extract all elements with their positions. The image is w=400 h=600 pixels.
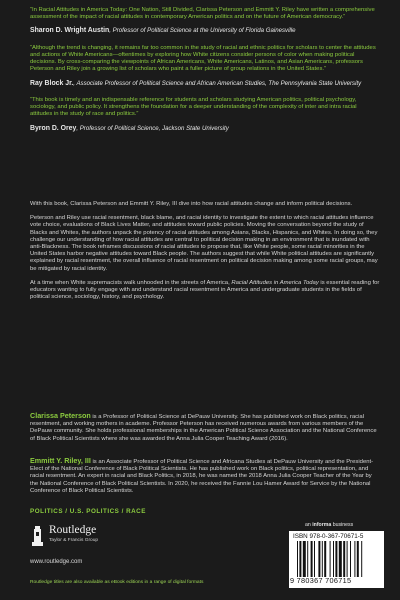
barcode-bars [297, 541, 380, 577]
book-title-italic: Racial Attitudes in America Today [231, 279, 319, 286]
description-paragraph-3 [30, 280, 380, 302]
author-bio-riley [30, 457, 380, 495]
publisher-logo [30, 525, 98, 547]
book-description [30, 201, 380, 308]
barcode-digits: 9 780367 706715 [290, 576, 352, 585]
routledge-tower-icon [30, 525, 45, 547]
informa-prefix: an [305, 522, 313, 528]
quote-author: Byron D. Orey [30, 124, 77, 132]
quote-text: “This book is timely and an indispensable reference for students and scholars studying American politics, political psychology, sociology, and public policy. It strengthens the foundation for a deeper understanding of the complexity of inter and intra racial attitudes in the study of race and politics.” [30, 97, 357, 118]
quote-attribution [30, 80, 380, 88]
quote-affiliation: , Associate Professor of Political Science and African American Studies, The Pennsylvania State University [73, 79, 362, 87]
paragraph-lead: At a time when White supremacists walk unhooded in the streets of America, [30, 279, 232, 286]
description-paragraph-2: Peterson and Riley use racial resentment, black blame, and racial identity to investigate the extent to which racial attitudes influence vote choice, evaluations of Black Lives Matter, and attitudes toward public policies. Moving the conversation beyond the study of Blacks and Whites, the authors unpack the potency of racial attitudes among Asians, Blacks, Hispanics, and Whites. In doing so, they challenge our understanding of how racial attitudes are central to political decision making in an environment that is inundated with anti-Blackness. The book reframes discussions of racial attitudes to propose that, like White people, some racial minorities in the United States harbor negative attitudes toward Black people. The authors suggest that while White political attitudes are significantly explained by racial resentment, the overall influence of racial resentment on political decision making among some racial groups, may be mitigated by racial identity. [30, 215, 378, 272]
quote-affiliation: , Professor of Political Science, Jackson State University [76, 124, 229, 132]
subject-categories: POLITICS / U.S. POLITICS / RACE [30, 508, 146, 515]
informa-suffix: business [331, 522, 354, 528]
quote-author: Sharon D. Wright Austin [30, 27, 110, 35]
quote-author: Ray Block Jr. [30, 79, 74, 87]
quote-attribution [30, 27, 380, 35]
author-bio-text: is a Professor of Political Science at DePauw University. She has published work on Black politics, racial resentment, and working mothers in academe. Professor Peterson has received numerous awards from various members of the DePauw community. She holds professional memberships in the American Political Science Association and the National Conference of Black Political Scientists where she was awarded the Anna Julia Cooper Teaching Award (2016). [30, 414, 377, 442]
author-bio-peterson [30, 412, 380, 443]
description-paragraph-1: With this book, Clarissa Peterson and Emmitt Y. Riley, III dive into how racial attitudes change and inform political decisions. [30, 201, 353, 207]
isbn-barcode [289, 531, 384, 588]
praise-section [30, 7, 380, 142]
quote-attribution [30, 125, 380, 133]
publisher-name: Routledge [49, 524, 97, 536]
author-name: Clarissa Peterson [30, 411, 91, 420]
ebook-availability-note: Routledge titles are also available as eBook editions in a range of digital formats [30, 580, 204, 585]
publisher-website: www.routledge.com [30, 559, 83, 565]
isbn-number: ISBN 978-0-367-70671-5 [293, 533, 364, 540]
quote-text: “Although the trend is changing, it remains far too common in the study of racial and ethnic politics for scholars to center the attitudes and actions of White Americans—oftentimes by exploring how White citizens consider persons of color when making political decisions. By cross-comparing the viewpoints of African Americans, White Americans, Latinos, and Asian Americans, professors Peterson and Riley join a growing list of scholars who paint a fuller picture of group relations in the United States.” [30, 44, 376, 73]
publisher-group: Taylor & Francis Group [49, 537, 99, 543]
quote-text: “In Racial Attitudes in America Today: One Nation, Still Divided, Clarissa Peterson and Emmitt Y. Riley have written a comprehensive assessment of the impact of racial attitudes in contemporary American politics and on the future of American democracy.” [30, 7, 375, 21]
praise-quote-2 [30, 45, 380, 88]
author-name: Emmitt Y. Riley, III [30, 456, 91, 465]
informa-brand: informa [312, 522, 332, 528]
praise-quote-1 [30, 7, 380, 36]
author-bio-text: is an Associate Professor of Political Science and Africana Studies at DePauw University and the President-Elect of the National Conference of Black Political Scientists. He has published work on Black politics, political representation, and racial resentment. An expert in racial and Black Politics, in 2018, he was named the 2018 Anna Julia Cooper Teacher of the Year by the National Conference of Black Political Scientists. In 2020, he received the Fannie Lou Hamer Award for Service by the National Conference of Black Political Scientists. [30, 459, 374, 494]
informa-business-label [305, 522, 353, 528]
quote-affiliation: , Professor of Political Science at the University of Florida Gainesville [109, 27, 296, 35]
praise-quote-3 [30, 97, 380, 133]
paragraph-rest: is essential reading for educators wanting to fully engage with and understand racial resentment in America and undergraduate students in the fields of political science, sociology, history, and psychology. [30, 279, 380, 301]
